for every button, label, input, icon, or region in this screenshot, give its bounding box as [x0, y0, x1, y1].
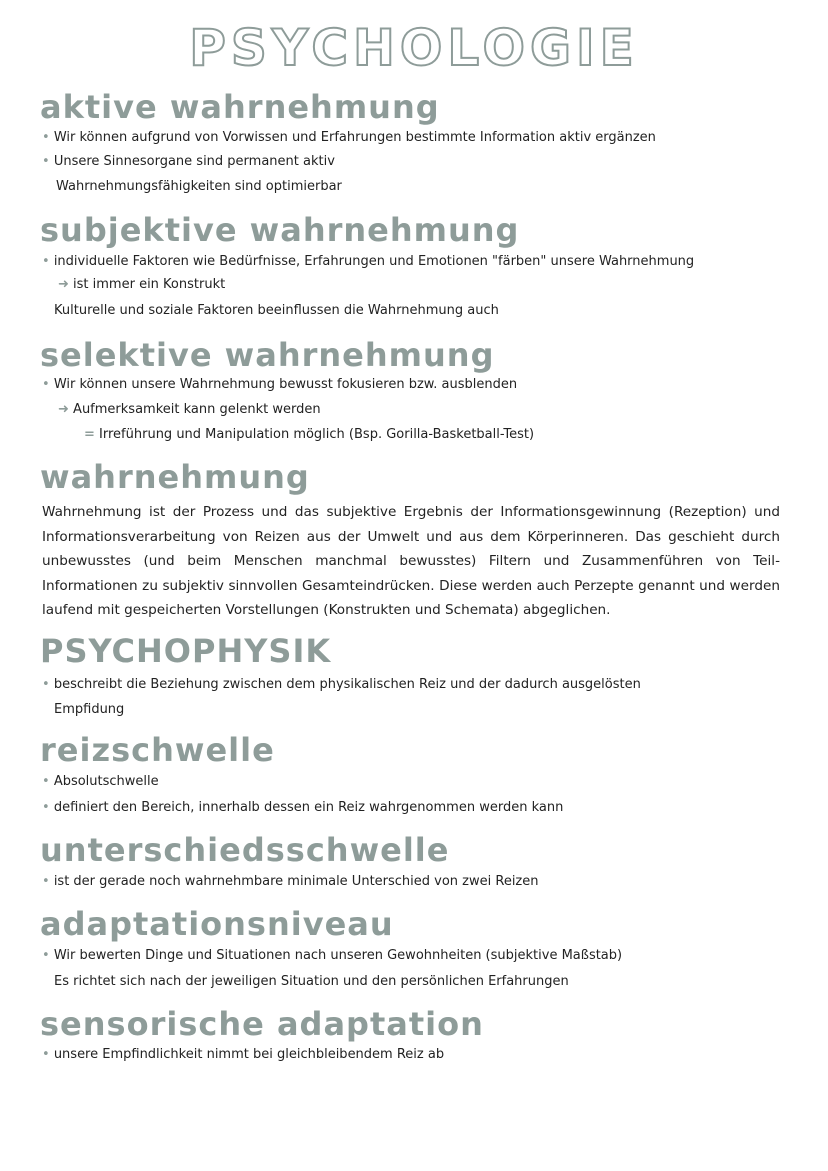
bullet-text: Absolutschwelle [53, 774, 159, 789]
bullet-text: definiert den Bereich, innerhalb dessen ein Reiz wahrgenommen werden kann [53, 800, 564, 815]
bullet-icon: • [42, 1047, 50, 1062]
bullet-item [42, 129, 656, 147]
arrow-text: Aufmerksamkeit kann gelenkt werden [73, 402, 321, 417]
bullet-text: Unsere Sinnesorgane sind permanent aktiv [53, 154, 335, 169]
bullet-text: individuelle Faktoren wie Bedürfnisse, Erfahrungen und Emotionen "färben" unsere Wahrnehmung [53, 254, 695, 269]
bullet-text: ist der gerade noch wahrnehmbare minimale Unterschied von zwei Reizen [53, 874, 539, 889]
arrow-right-icon: ➜ [58, 402, 69, 417]
page-title: PSYCHOLOGIE [189, 19, 639, 77]
equals-icon: = [84, 427, 95, 442]
bullet-text: Wir können unsere Wahrnehmung bewusst fokusieren bzw. ausblenden [53, 377, 518, 392]
heading-psychophysik: PSYCHOPHYSIK [40, 632, 332, 670]
heading-selektive-wahrnehmung: selektive wahrnehmung [40, 336, 495, 374]
bullet-item [42, 947, 622, 965]
bullet-icon: • [42, 948, 50, 963]
bullet-item [42, 676, 641, 694]
arrow-item [58, 401, 321, 419]
bullet-item [42, 253, 694, 271]
heading-wahrnehmung: wahrnehmung [40, 458, 310, 496]
definition-paragraph: Wahrnehmung ist der Prozess und das subjektive Ergebnis der Informationsgewinnung (Rezeption) und Informationsverarbeitung von Reizen aus der Umwelt und aus dem Körperinneren. Das geschieht durch unbewusstes (und beim Menschen manchmal bewusstes) Filtern und Zusammenführen von Teil-Informationen zu subjektiv sinnvollen Gesamteindrücken. Diese werden auch Perzepte genannt und werden laufend mit gespeicherten Vorstellungen (Konstrukten und Schemata) abgeglichen. [42, 504, 780, 618]
bullet-item [42, 376, 517, 394]
heading-unterschiedsschwelle: unterschiedsschwelle [40, 831, 450, 869]
bullet-icon: • [42, 774, 50, 789]
heading-reizschwelle: reizschwelle [40, 731, 275, 769]
arrow-right-icon: ➜ [58, 277, 69, 292]
heading-aktive-wahrnehmung: aktive wahrnehmung [40, 88, 440, 126]
bullet-text: Wir bewerten Dinge und Situationen nach unseren Gewohnheiten (subjektive Maßstab) [53, 948, 623, 963]
bullet-icon: • [42, 254, 50, 269]
bullet-icon: • [42, 874, 50, 889]
equals-text: Irreführung und Manipulation möglich (Bsp. Gorilla-Basketball-Test) [99, 427, 535, 442]
bullet-icon: • [42, 377, 50, 392]
note-line: Empfidung [54, 702, 125, 717]
bullet-item [42, 873, 539, 891]
equals-item [84, 426, 534, 444]
bullet-icon: • [42, 130, 50, 145]
note-line: Es richtet sich nach der jeweiligen Situation und den persönlichen Erfahrungen [54, 974, 569, 989]
arrow-text: ist immer ein Konstrukt [73, 277, 226, 292]
bullet-icon: • [42, 154, 50, 169]
bullet-item [42, 799, 563, 817]
note-line: Wahrnehmungsfähigkeiten sind optimierbar [56, 179, 342, 194]
bullet-text: unsere Empfindlichkeit nimmt bei gleichbleibendem Reiz ab [53, 1047, 445, 1062]
bullet-text: Wir können aufgrund von Vorwissen und Erfahrungen bestimmte Information aktiv ergänzen [53, 130, 656, 145]
bullet-text: beschreibt die Beziehung zwischen dem physikalischen Reiz und der dadurch ausgelösten [53, 677, 641, 692]
heading-subjektive-wahrnehmung: subjektive wahrnehmung [40, 211, 520, 249]
heading-adaptationsniveau: adaptationsniveau [40, 905, 394, 943]
bullet-item [42, 153, 335, 171]
bullet-icon: • [42, 800, 50, 815]
bullet-icon: • [42, 677, 50, 692]
bullet-item [42, 773, 159, 791]
arrow-item [58, 276, 225, 294]
heading-sensorische-adaptation: sensorische adaptation [40, 1005, 484, 1043]
bullet-item [42, 1046, 444, 1064]
note-line: Kulturelle und soziale Faktoren beeinflussen die Wahrnehmung auch [54, 303, 499, 318]
